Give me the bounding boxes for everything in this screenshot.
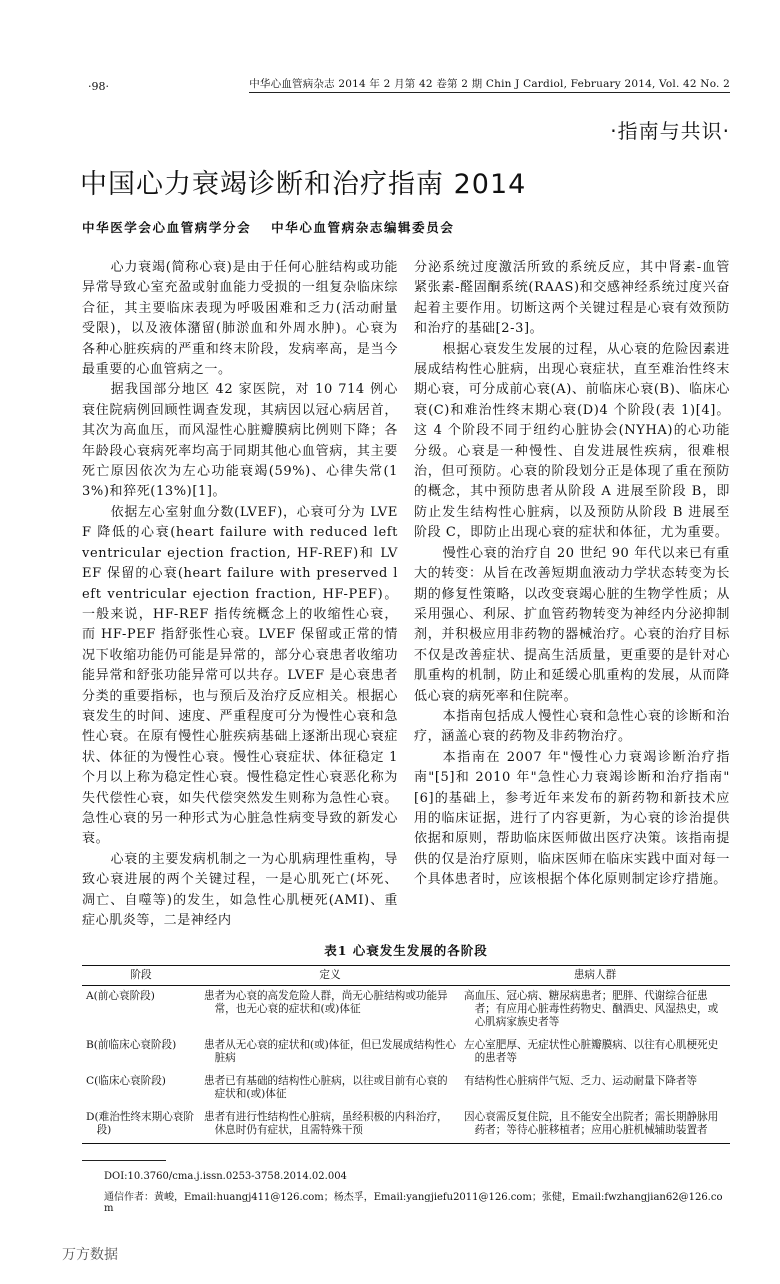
article-title: 中国心力衰竭诊断和治疗指南 2014 bbox=[80, 169, 527, 200]
table-caption: 表1 心衰发生发展的各阶段 bbox=[324, 943, 488, 959]
paragraph: 分泌系统过度激活所致的系统反应，其中肾素-血管紧张素-醛固酮系统(RAAS)和交感神经系统过度兴奋起着主要作用。切断这两个关键过程是心衰有效预防和治疗的基础[2-3]。 bbox=[414, 260, 730, 337]
table-row bbox=[82, 1071, 730, 1107]
column-header-definition: 定义 bbox=[200, 966, 460, 986]
population-cell: 左心室肥厚、无症状性心脏瓣膜病、以往有心肌梗死史的患者等 bbox=[464, 1039, 719, 1065]
table-header-row bbox=[82, 966, 730, 986]
section-label: ·指南与共识· bbox=[610, 119, 730, 143]
definition-cell: 患者已有基础的结构性心脏病，以往或目前有心衰的症状和(或)体征 bbox=[204, 1075, 448, 1101]
paragraph: 本指南在 2007 年"慢性心力衰竭诊断治疗指南"[5]和 2010 年"急性心力衰竭诊断和治疗指南"[6]的基础上，参考近年来发布的新药物和新技术应用的临床证据，进行了内容更新，为心衰的诊治提供依据和原则，帮助临床医师做出医疗决策。该指南提供的仅是治疗原则，临床医师在临床实践中面对每一个具体患者时，应该根据个体化原则制定诊疗措施。 bbox=[414, 749, 730, 888]
table-row bbox=[82, 1107, 730, 1144]
population-cell: 有结构性心脏病伴气短、乏力、运动耐量下降者等 bbox=[464, 1075, 698, 1088]
column-header-population: 患病人群 bbox=[460, 966, 730, 986]
correspondence-authors: 通信作者：黄峻，Email:huangj411@126.com；杨杰孚，Email:yangjiefu2011@126.com；张健，Email:fwzhangjian62@126.com bbox=[104, 1192, 723, 1215]
right-column bbox=[414, 258, 730, 931]
definition-cell: 患者为心衰的高发危险人群，尚无心脏结构或功能异常，也无心衰的症状和(或)体征 bbox=[204, 990, 448, 1016]
paragraph: 依据左心室射血分数(LVEF)，心衰可分为 LVEF 降低的心衰(heart failure with reduced left ventricular ejection fraction, HF-REF)和 LVEF 保留的心衰(heart failure with preserved left ventricular ejection fraction, HF-PEF)。一般来说，HF-REF 指传统概念上的收缩性心衰，而 HF-PEF 指舒张性心衰。LVEF 保留或正常的情况下收缩功能仍可能是异常的，部分心衰患者收缩功能异常和舒张功能异常可以共存。LVEF 是心衰患者分类的重要指标，也与预后及治疗反应相关。根据心衰发生的时间、速度、严重程度可分为慢性心衰和急性心衰。在原有慢性心脏疾病基础上逐渐出现心衰症状、体征的为慢性心衰。慢性心衰症状、体征稳定 1 个月以上称为稳定性心衰。慢性稳定性心衰恶化称为失代偿性心衰，如失代偿突然发生则称为急性心衰。急性心衰的另一种形式为心脏急性病变导致的新发心衰。 bbox=[82, 504, 398, 847]
paragraph: 心衰的主要发病机制之一为心肌病理性重构，导致心衰进展的两个关键过程，一是心肌死亡(坏死、凋亡、自噬等)的发生，如急性心肌梗死(AMI)、重症心肌炎等，二是神经内 bbox=[82, 851, 398, 928]
population-cell: 高血压、冠心病、糖尿病患者；肥胖、代谢综合征患者；有应用心脏毒性药物史、酗酒史、风湿热史，或心肌病家族史者等 bbox=[464, 990, 719, 1029]
footnote-divider bbox=[82, 1160, 166, 1161]
definition-cell: 患者有进行性结构性心脏病，虽经积极的内科治疗，休息时仍有症状，且需特殊干预 bbox=[204, 1111, 448, 1137]
stage-cell: D(难治性终末期心衰阶段) bbox=[86, 1111, 194, 1137]
running-head: 中华心血管病杂志 2014 年 2 月第 42 卷第 2 期 Chin J Cardiol, February 2014, Vol. 42 No. 2 bbox=[249, 76, 730, 93]
definition-cell: 患者从无心衰的症状和(或)体征，但已发展成结构性心脏病 bbox=[204, 1039, 456, 1065]
page-header bbox=[88, 76, 730, 93]
body-columns bbox=[82, 258, 730, 931]
page-number: ·98· bbox=[88, 80, 109, 93]
paragraph: 根据心衰发生发展的过程，从心衰的危险因素进展成结构性心脏病，出现心衰症状，直至难治性终末期心衰，可分成前心衰(A)、前临床心衰(B)、临床心衰(C)和难治性终末期心衰(D)4 个阶段(表 1)[4]。这 4 个阶段不同于纽约心脏协会(NYHA)的心功能分级。心衰是一种慢性、自发进展性疾病，很难根治，但可预防。心衰的阶段划分正是体现了重在预防的概念，其中预防患者从阶段 A 进展至阶段 B，即防止发生结构性心脏病，以及预防从阶段 B 进展至阶段 C，即防止出现心衰的症状和体征，尤为重要。 bbox=[414, 341, 730, 541]
doi: DOI:10.3760/cma.j.issn.0253-3758.2014.02.004 bbox=[104, 1171, 347, 1183]
paragraph: 据我国部分地区 42 家医院，对 10 714 例心衰住院病例回顾性调查发现，其病因以冠心病居首，其次为高血压，而风湿性心脏瓣膜病比例则下降；各年龄段心衰病死率均高于同期其他心血管病，其主要死亡原因依次为左心功能衰竭(59%)、心律失常(13%)和猝死(13%)[1]。 bbox=[82, 382, 398, 500]
table-row bbox=[82, 1035, 730, 1071]
stage-cell: C(临床心衰阶段) bbox=[86, 1075, 166, 1088]
left-column bbox=[82, 258, 398, 931]
watermark: 万方数据 bbox=[62, 1247, 118, 1264]
paragraph: 慢性心衰的治疗自 20 世纪 90 年代以来已有重大的转变：从旨在改善短期血液动力学状态转变为长期的修复性策略，以改变衰竭心脏的生物学性质；从采用强心、利尿、扩血管药物转变为神经内分泌抑制剂，并积极应用非药物的器械治疗。心衰的治疗目标不仅是改善症状、提高生活质量，更重要的是针对心肌重构的机制，防止和延缓心肌重构的发展，从而降低心衰的病死率和住院率。 bbox=[414, 545, 730, 704]
column-header-stage: 阶段 bbox=[82, 966, 200, 986]
stage-cell: A(前心衰阶段) bbox=[86, 990, 155, 1003]
heart-failure-stages-table bbox=[82, 965, 730, 1144]
stage-cell: B(前临床心衰阶段) bbox=[86, 1039, 177, 1052]
paragraph: 心力衰竭(简称心衰)是由于任何心脏结构或功能异常导致心室充盈或射血能力受损的一组复杂临床综合征，其主要临床表现为呼吸困难和乏力(活动耐量受限)，以及液体潴留(肺淤血和外周水肿)。心衰为各种心脏疾病的严重和终末阶段，发病率高，是当今最重要的心血管病之一。 bbox=[82, 260, 398, 378]
table-row bbox=[82, 986, 730, 1036]
article-authors: 中华医学会心血管病学分会 中华心血管病杂志编辑委员会 bbox=[82, 220, 455, 235]
population-cell: 因心衰需反复住院，且不能安全出院者；需长期静脉用药者；等待心脏移植者；应用心脏机械辅助装置者 bbox=[464, 1111, 719, 1137]
paragraph: 本指南包括成人慢性心衰和急性心衰的诊断和治疗，涵盖心衰的药物及非药物治疗。 bbox=[414, 708, 730, 745]
